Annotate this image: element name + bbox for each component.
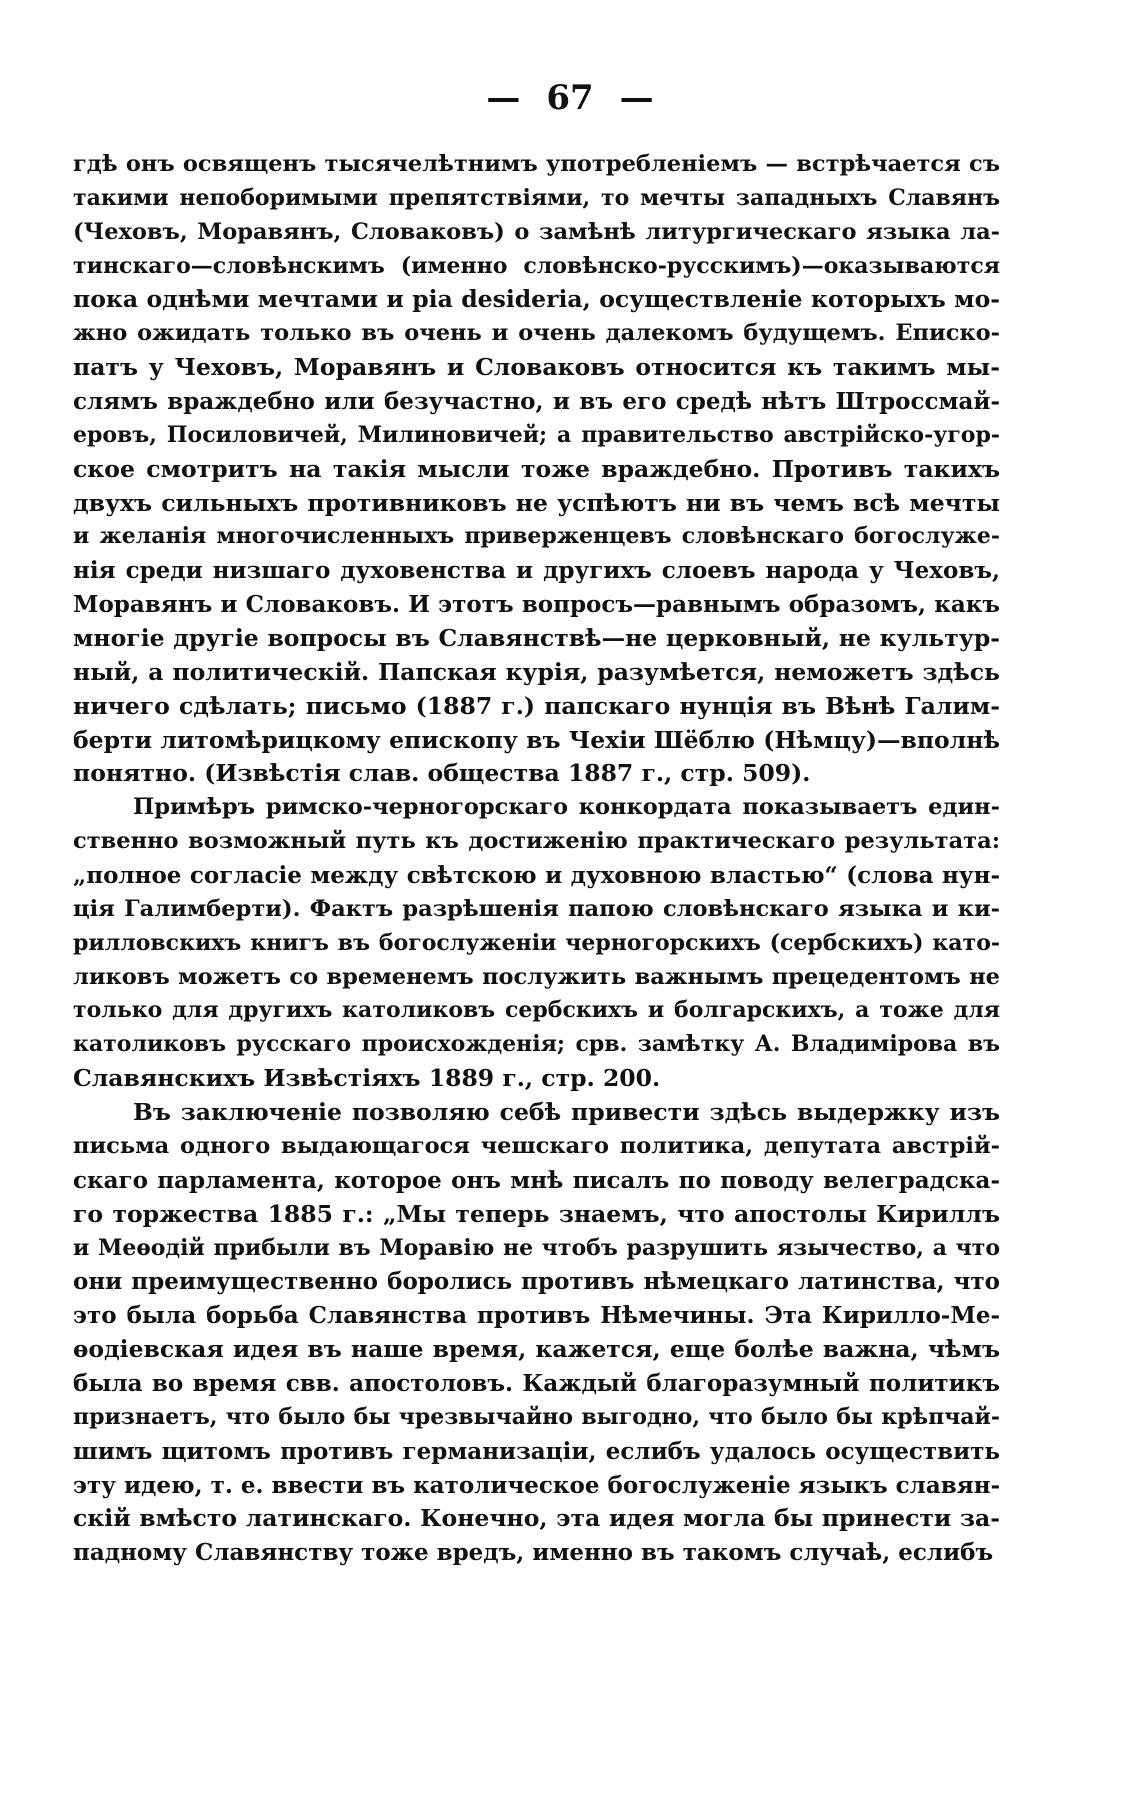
paragraph	[73, 1096, 1000, 1570]
text-line: еровъ, Посиловичей, Милиновичей; а правительство австрійско-угор-	[73, 421, 1000, 448]
text-line: жно ожидать только въ очень и очень далекомъ будущемъ. Еписко-	[73, 320, 1000, 347]
text-line: двухъ сильныхъ противниковъ не успѣютъ ни въ чемъ всѣ мечты	[73, 488, 1000, 517]
text-line: это была борьба Славянства противъ Нѣмечины. Эта Кирилло-Ме-	[73, 1302, 1000, 1330]
text-line: и Меѳодій прибыли въ Моравію не чтобъ разрушить язычество, а что	[73, 1234, 1000, 1261]
text-line: и желанія многочисленныхъ приверженцевъ словѣнскаго богослуже-	[73, 523, 1000, 550]
text-line: они преимущественно боролись противъ нѣмецкаго латинства, что	[73, 1268, 1000, 1296]
text-line: ственно возможный путь къ достиженію практическаго результата:	[73, 828, 1000, 855]
text-line: ликовъ можетъ со временемъ послужить важнымъ прецедентомъ не	[73, 963, 1000, 990]
text-line: рилловскихъ книгъ въ богослуженіи черногорскихъ (сербскихъ) като-	[73, 929, 1000, 956]
text-line: Моравянъ и Словаковъ. И этотъ вопросъ—равнымъ образомъ, какъ	[73, 591, 1000, 619]
paragraph	[73, 791, 1000, 1096]
text-line: Примѣръ римско-черногорскаго конкордата показываетъ един-	[133, 794, 1000, 821]
body-text	[73, 148, 1000, 1570]
text-line: была во время свв. апостоловъ. Каждый благоразумный политикъ	[73, 1369, 1000, 1397]
text-line: „полное согласіе между свѣтскою и духовною властью“ (слова нун-	[73, 862, 1000, 890]
page-header	[0, 78, 1140, 118]
text-line: скаго парламента, которое онъ мнѣ писалъ по поводу велеградска-	[73, 1166, 1000, 1194]
header-dash-right: —	[619, 78, 654, 118]
paragraph	[73, 148, 1000, 791]
text-line: Славянскихъ Извѣстіяхъ 1889 г., стр. 200.	[73, 1064, 661, 1093]
text-line: слямъ враждебно или безучастно, и въ его средѣ нѣтъ Штроссмай-	[73, 388, 1000, 416]
text-line: падному Славянству тоже вредъ, именно въ такомъ случаѣ, еслибъ	[73, 1539, 994, 1567]
text-line: пока однѣми мечтами и pia desideria, осуществленіе которыхъ мо-	[73, 285, 1000, 314]
header-dash-left: —	[486, 78, 521, 118]
text-line: признаетъ, что было бы чрезвычайно выгодно, что было бы крѣпчай-	[73, 1403, 1000, 1430]
text-line: эту идею, т. е. ввести въ католическое богослуженіе языкъ славян-	[73, 1471, 1000, 1499]
text-line: гдѣ онъ освященъ тысячелѣтнимъ употребленіемъ — встрѣчается съ	[73, 151, 1000, 177]
text-line: только для другихъ католиковъ сербскихъ и болгарскихъ, а тоже для	[73, 997, 1000, 1024]
text-line: шимъ щитомъ противъ германизаціи, еслибъ удалось осуществить	[73, 1437, 1000, 1465]
text-line: католиковъ русскаго происхожденія; срв. замѣтку А. Владимірова въ	[73, 1031, 1000, 1058]
text-line: Въ заключеніе позволяю себѣ привести здѣсь выдержку изъ	[133, 1098, 1000, 1127]
text-line: го торжества 1885 г.: „Мы теперь знаемъ, что апостолы Кириллъ	[73, 1199, 1000, 1228]
text-line: ѳодіевская идея въ наше время, кажется, еще болѣе важна, чѣмъ	[73, 1335, 1000, 1364]
text-line: многіе другіе вопросы въ Славянствѣ—не церковный, не культур-	[73, 624, 1000, 653]
text-line: берти литомѣрицкому епископу въ Чехіи Шёблю (Нѣмцу)—вполнѣ	[73, 725, 1000, 754]
text-line: (Чеховъ, Моравянъ, Словаковъ) о замѣнѣ литургическаго языка ла-	[73, 218, 1000, 245]
text-line: нія среди низшаго духовенства и другихъ слоевъ народа у Чеховъ,	[73, 557, 1000, 585]
text-line: патъ у Чеховъ, Моравянъ и Словаковъ относится къ такимъ мы-	[73, 353, 1000, 382]
text-line: письма одного выдающагося чешскаго политика, депутата австрій-	[73, 1132, 1000, 1159]
text-line: ское смотритъ на такія мысли тоже враждебно. Противъ такихъ	[73, 454, 1000, 483]
text-line: ничего сдѣлать; письмо (1887 г.) папскаго нунція въ Вѣнѣ Галим-	[73, 691, 1000, 720]
text-line: понятно. (Извѣстія слав. общества 1887 г., стр. 509).	[73, 759, 811, 788]
page-number: 67	[546, 78, 594, 118]
text-line: тинскаго—словѣнскимъ (именно словѣнско-русскимъ)—оказываются	[73, 252, 1000, 279]
text-line: ція Галимберти). Фактъ разрѣшенія папою словѣнскаго языка и ки-	[73, 895, 1000, 922]
text-line: такими непоборимыми препятствіями, то мечты западныхъ Славянъ	[73, 184, 1000, 211]
text-line: скій вмѣсто латинскаго. Конечно, эта идея могла бы принести за-	[73, 1504, 1000, 1533]
text-line: ный, а политическій. Папская курія, разумѣется, неможетъ здѣсь	[73, 657, 1000, 686]
